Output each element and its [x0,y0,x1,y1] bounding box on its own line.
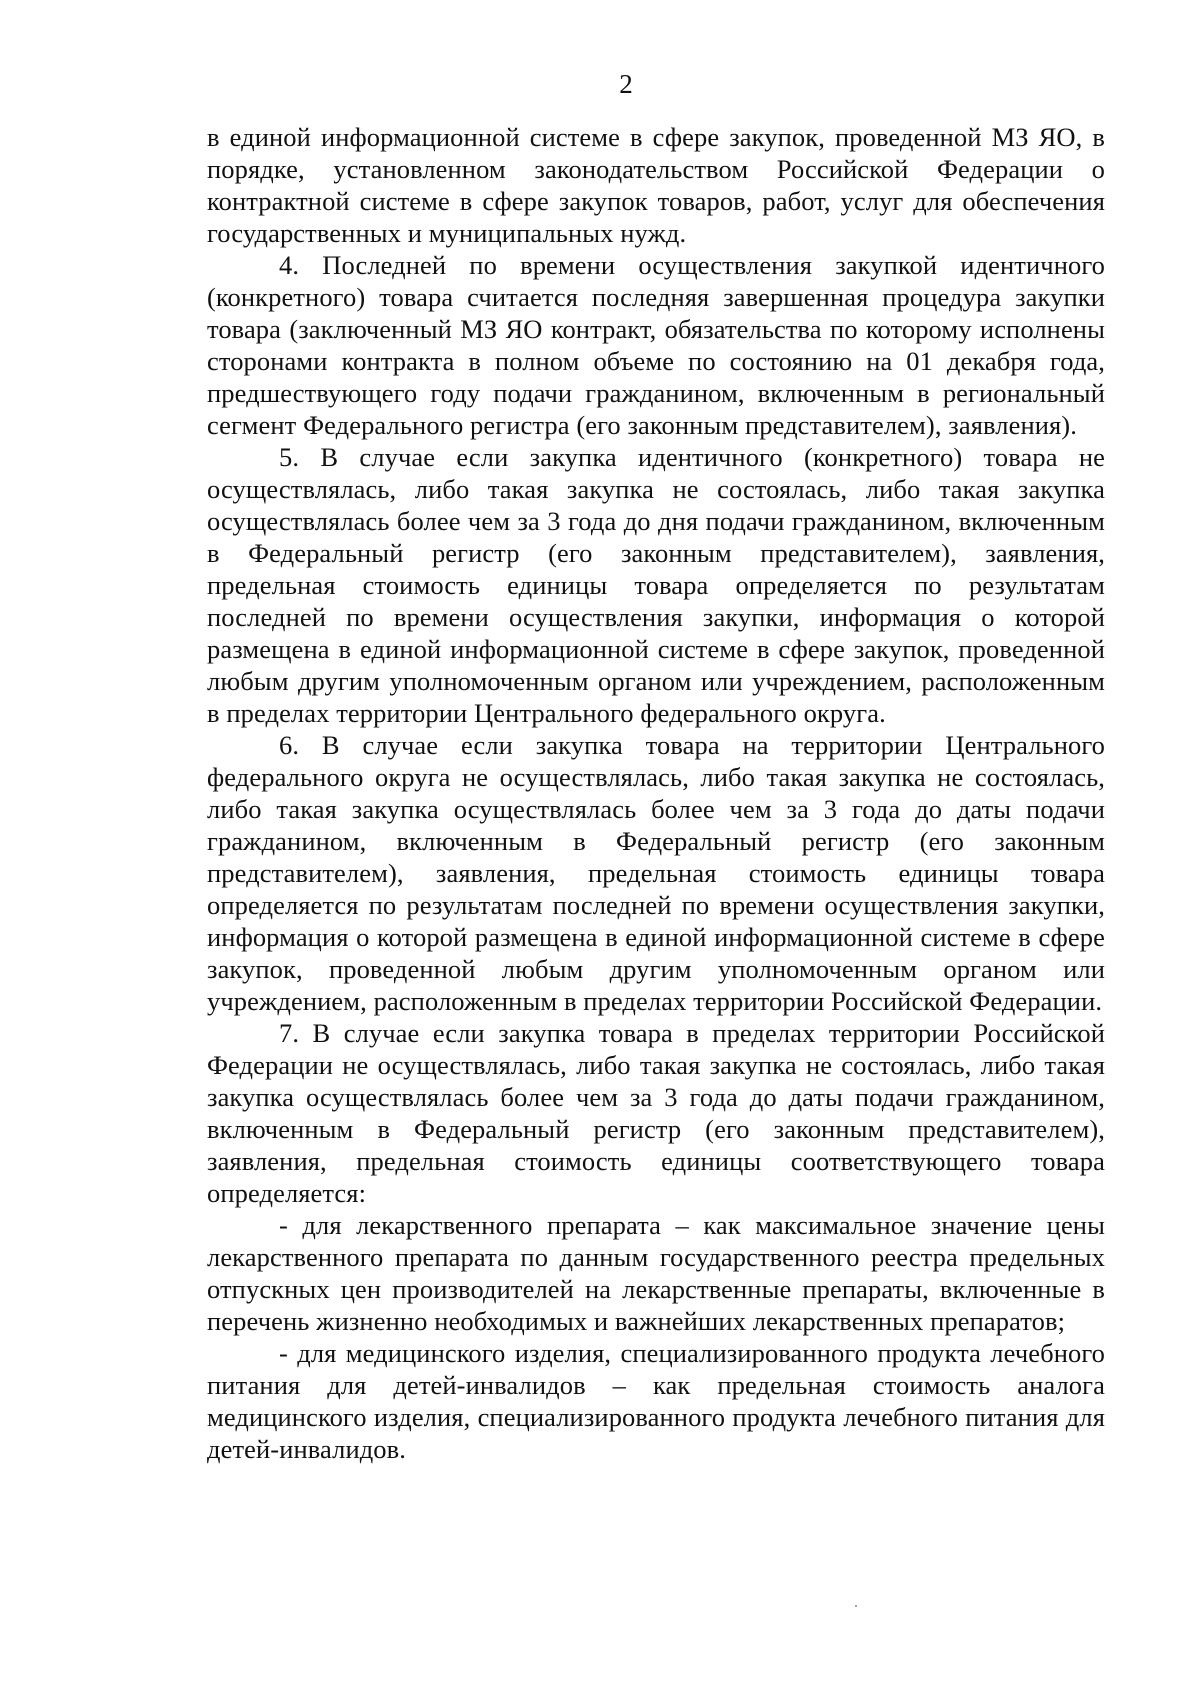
scan-speck [855,1605,857,1607]
list-item-drug: - для лекарственного препарата – как максимальное значение цены лекарственного препарата по данным государственного реестра предельных отпускных цен производителей на лекарственные препараты, включенные в перечень жизненно необходимых и важнейших лекарственных препаратов; [207,1210,1105,1336]
list-item-medical-device: - для медицинского изделия, специализированного продукта лечебного питания для детей-инвалидов – как предельная стоимость аналога медицинского изделия, специализированного продукта лечебного питания для детей-инвалидов. [207,1338,1105,1464]
paragraph-item-4: 4. Последней по времени осуществления закупкой идентичного (конкретного) товара считается последняя завершенная процедура закупки товара (заключенный МЗ ЯО контракт, обязательства по которому исполнены сторонами контракта в полном объеме по состоянию на 01 декабря года, предшествующего году подачи гражданином, включенным в региональный сегмент Федерального регистра (его законным представителем), заявления). [207,250,1105,440]
paragraph-item-7: 7. В случае если закупка товара в пределах территории Российской Федерации не осуществлялась, либо такая закупка не состоялась, либо такая закупка осуществлялась более чем за 3 года до даты подачи гражданином, включенным в Федеральный регистр (его законным представителем), заявления, предельная стоимость единицы соответствующего товара определяется: [207,1018,1105,1208]
document-body [207,121,1105,1465]
paragraph-continuation: в единой информационной системе в сфере закупок, проведенной МЗ ЯО, в порядке, установленном законодательством Российской Федерации о контрактной системе в сфере закупок товаров, работ, услуг для обеспечения государственных и муниципальных нужд. [207,122,1105,248]
paragraph-item-5: 5. В случае если закупка идентичного (конкретного) товара не осуществлялась, либо такая закупка не состоялась, либо такая закупка осуществлялась более чем за 3 года до дня подачи гражданином, включенным в Федеральный регистр (его законным представителем), заявления, предельная стоимость единицы товара определяется по результатам последней по времени осуществления закупки, информация о которой размещена в единой информационной системе в сфере закупок, проведенной любым другим уполномоченным органом или учреждением, расположенным в пределах территории Центрального федерального округа. [207,442,1105,728]
page-number: 2 [619,69,633,99]
paragraph-item-6: 6. В случае если закупка товара на территории Центрального федерального округа не осуществлялась, либо такая закупка не состоялась, либо такая закупка осуществлялась более чем за 3 года до даты подачи гражданином, включенным в Федеральный регистр (его законным представителем), заявления, предельная стоимость единицы товара определяется по результатам последней по времени осуществления закупки, информация о которой размещена в единой информационной системе в сфере закупок, проведенной любым другим уполномоченным органом или учреждением, расположенным в пределах территории Российской Федерации. [207,730,1105,1016]
